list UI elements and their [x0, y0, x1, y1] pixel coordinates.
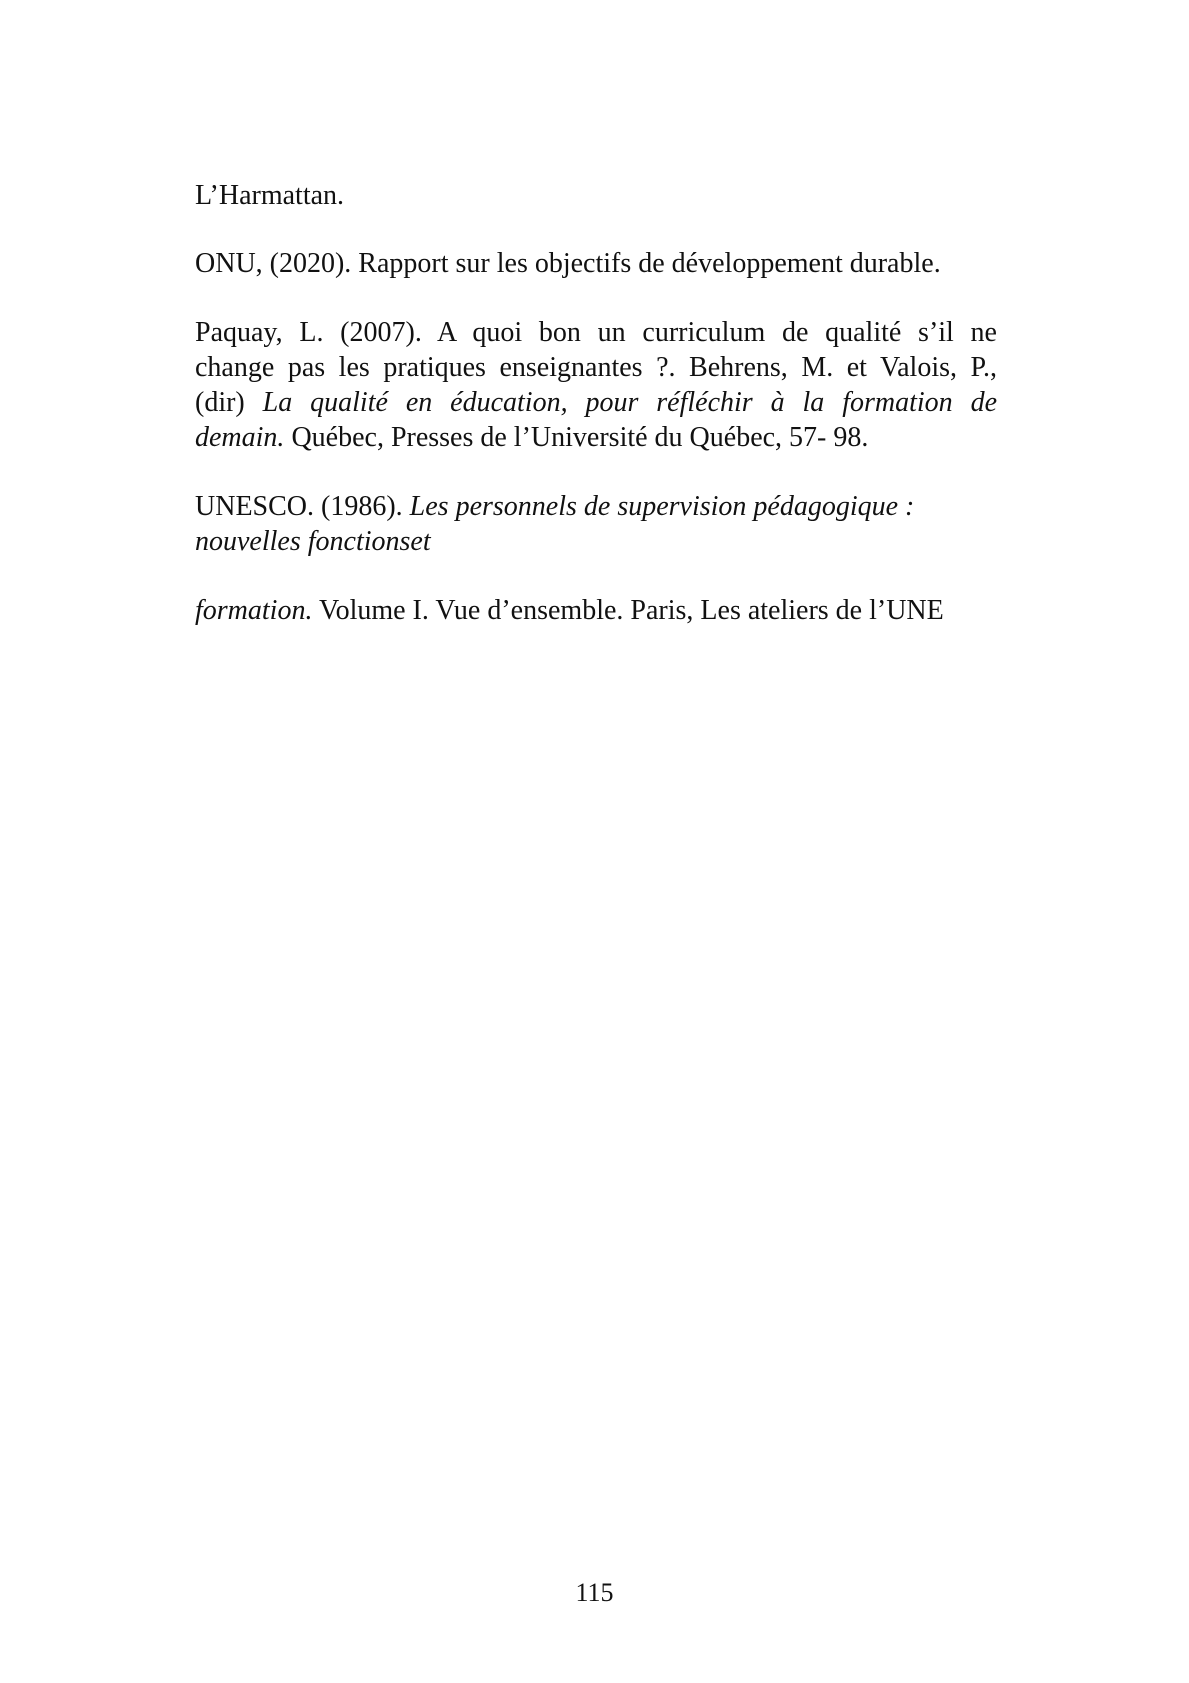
reference-paquay-publisher-text: Québec, Presses de l’Université du Québec, 57- 98.	[284, 422, 869, 453]
reference-onu	[195, 246, 997, 281]
reference-formation-title: formation.	[195, 595, 313, 626]
reference-paquay-title-part-1: La qualité en éducation, pour réfléchir à la formation de	[262, 387, 997, 418]
reference-paquay-title-part-2: demain.	[195, 422, 285, 453]
reference-paquay-line-4	[195, 420, 997, 455]
reference-unesco-line-2	[195, 524, 997, 559]
reference-formation-continuation	[195, 593, 997, 628]
reference-unesco-author-year: UNESCO. (1986).	[195, 491, 410, 522]
reference-formation-details: Volume I. Vue d’ensemble. Paris, Les ateliers de l’UNE	[312, 595, 944, 626]
reference-paquay	[195, 315, 997, 455]
reference-harmattan	[195, 178, 997, 213]
reference-unesco	[195, 489, 997, 559]
reference-unesco-title-part-2: nouvelles fonctionset	[195, 526, 431, 557]
page-number: 115	[575, 1578, 614, 1607]
reference-harmattan-text: L’Harmattan.	[195, 180, 345, 211]
reference-paquay-line-1: Paquay, L. (2007). A quoi bon un curriculum de qualité s’il ne	[195, 317, 997, 348]
reference-paquay-line-3	[195, 385, 997, 420]
reference-paquay-line-2: change pas les pratiques enseignantes ?. Behrens, M. et Valois, P.,	[195, 352, 997, 383]
reference-paquay-editor-text: (dir)	[195, 387, 263, 418]
reference-unesco-title-part-1: Les personnels de supervision pédagogique :	[409, 491, 915, 522]
reference-unesco-line-1	[195, 489, 997, 524]
bibliography-section	[195, 178, 997, 628]
reference-onu-text: ONU, (2020). Rapport sur les objectifs de développement durable.	[195, 248, 941, 279]
reference-formation-line	[195, 593, 997, 628]
